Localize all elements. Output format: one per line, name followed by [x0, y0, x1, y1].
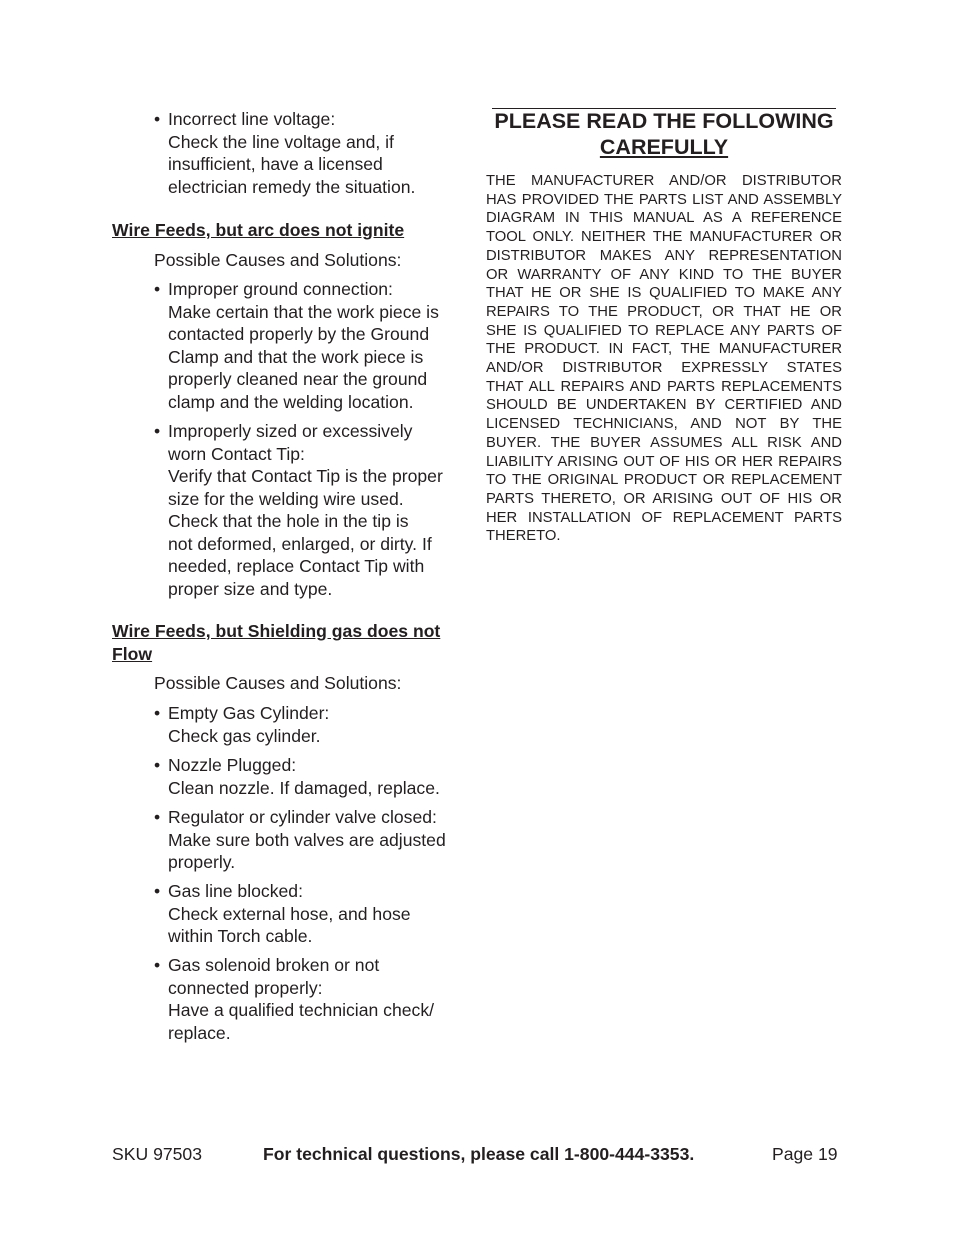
notice-title: PLEASE READ THE FOLLOWING CAREFULLY	[494, 109, 834, 159]
notice-body: THE MANUFACTURER AND/OR DISTRIBUTOR HAS PROVIDED THE PARTS LIST AND ASSEMBLY DIAGRAM IN THIS MANUAL AS A REFERENCE TOOL ONLY. NEITHER THE MANUFACTURER OR DISTRIBUTOR MAKES ANY REPRESENTATION OR WARRANTY OF ANY KIND TO THE BUYER THAT HE OR SHE IS QUALIFIED TO MAKE ANY REPAIRS TO THE PRODUCT, OR THAT HE OR SHE IS QUALIFIED TO REPLACE ANY PARTS OF THE PRODUCT. IN FACT, THE MANUFACTURER AND/OR DISTRIBUTOR EXPRESSLY STATES THAT ALL REPAIRS AND PARTS REPLACEMENTS SHOULD BE UNDERTAKEN BY CERTIFIED AND LICENSED TECHNICIANS, AND NOT BY THE BUYER. THE BUYER ASSUMES ALL RISK AND LIABILITY ARISING OUT OF HIS OR HER REPAIRS TO THE ORIGINAL PRODUCT OR REPLACEMENT PARTS THERETO, OR ARISING OUT OF HIS OR HER INSTALLATION OF REPLACEMENT PARTS THERETO.	[486, 173, 842, 545]
list-item: • Incorrect line voltage: Check the line voltage and, if insufficient, have a licensed electrician remedy the situation.	[168, 108, 478, 198]
list-item: • Improperly sized or excessively worn Contact Tip: Verify that Contact Tip is the proper size for the welding wire used. Check that the hole in the tip is not deformed, enlarged, or dirty. If needed, replace Contact Tip with proper size and type.	[168, 420, 478, 600]
bullet-title: Gas line blocked:	[168, 881, 303, 901]
bullet-title: Empty Gas Cylinder:	[168, 703, 330, 723]
bullet-icon: •	[154, 755, 161, 775]
section-intro: Possible Causes and Solutions:	[154, 673, 402, 693]
list-item: • Gas solenoid broken or not connected properly: Have a qualified technician check/ replace.	[168, 954, 478, 1044]
footer-page-number: Page 19	[772, 1144, 838, 1164]
bullet-icon: •	[154, 955, 161, 975]
section-heading-gas: Wire Feeds, but Shielding gas does not Flow	[112, 621, 441, 664]
bullet-icon: •	[154, 421, 161, 441]
list-item: • Gas line blocked: Check external hose, and hose within Torch cable.	[168, 880, 478, 948]
list-item: • Empty Gas Cylinder: Check gas cylinder.	[168, 702, 478, 747]
bullet-title: Improper ground connection:	[168, 279, 393, 299]
bullet-icon: •	[154, 807, 161, 827]
bullet-title: Regulator or cylinder valve closed:	[168, 807, 437, 827]
list-item: • Improper ground connection: Make certain that the work piece is contacted properly by the Ground Clamp and that the work piece is properly cleaned near the ground clamp and the welding location.	[168, 278, 478, 413]
list-item: • Nozzle Plugged: Clean nozzle. If damaged, replace.	[168, 754, 478, 799]
bullet-title: Gas solenoid broken or not	[168, 955, 380, 975]
bullet-title: Incorrect line voltage:	[168, 109, 336, 129]
list-item: • Regulator or cylinder valve closed: Make sure both valves are adjusted properly.	[168, 806, 478, 874]
bullet-icon: •	[154, 109, 161, 129]
bullet-icon: •	[154, 881, 161, 901]
bullet-title: Nozzle Plugged:	[168, 755, 297, 775]
bullet-title: Improperly sized or excessively	[168, 421, 413, 441]
section-intro: Possible Causes and Solutions:	[154, 250, 402, 270]
bullet-icon: •	[154, 703, 161, 723]
footer-sku: SKU 97503	[112, 1144, 202, 1164]
section-heading-arc: Wire Feeds, but arc does not ignite	[112, 220, 405, 240]
bullet-icon: •	[154, 279, 161, 299]
footer-contact: For technical questions, please call 1-800-444-3353.	[263, 1144, 695, 1164]
